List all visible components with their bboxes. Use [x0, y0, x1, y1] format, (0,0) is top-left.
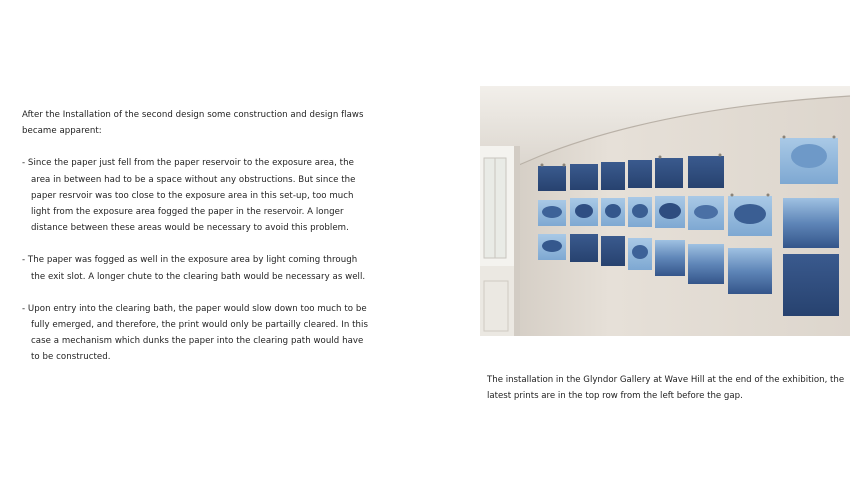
caption-text: The installation in the Glyndor Gallery at Wave Hill at the end of the exhibition, the latest prints are in the top row from the left before the gap.: [487, 375, 845, 402]
installation-photo: [480, 86, 850, 336]
installation-photo-illustration: [480, 86, 850, 336]
photo-caption: [487, 372, 849, 404]
intro-paragraph: After the Installation of the second design some construction and design flaws became apparent:: [22, 110, 364, 137]
body-text: [22, 107, 374, 382]
bullet-paragraph-2: - The paper was fogged as well in the exposure area by light coming through the exit slot. A longer chute to the clearing bath would be necessary as well.: [22, 255, 366, 282]
bullet-paragraph-1: - Since the paper just fell from the paper reservoir to the exposure area, the area in between had to be a space without any obstructions. But since the paper resrvoir was too close to the exposure area in this set-up, too much light from the exposure area fogged the paper in the reservoir. A longer distance between these areas would be necessary to avoid this problem.: [22, 158, 356, 234]
bullet-paragraph-3: - Upon entry into the clearing bath, the paper would slow down too much to be fully emerged, and therefore, the print would only be partailly cleared. In this case a mechanism which dunks the paper into the clearing path would have to be constructed.: [22, 303, 368, 363]
